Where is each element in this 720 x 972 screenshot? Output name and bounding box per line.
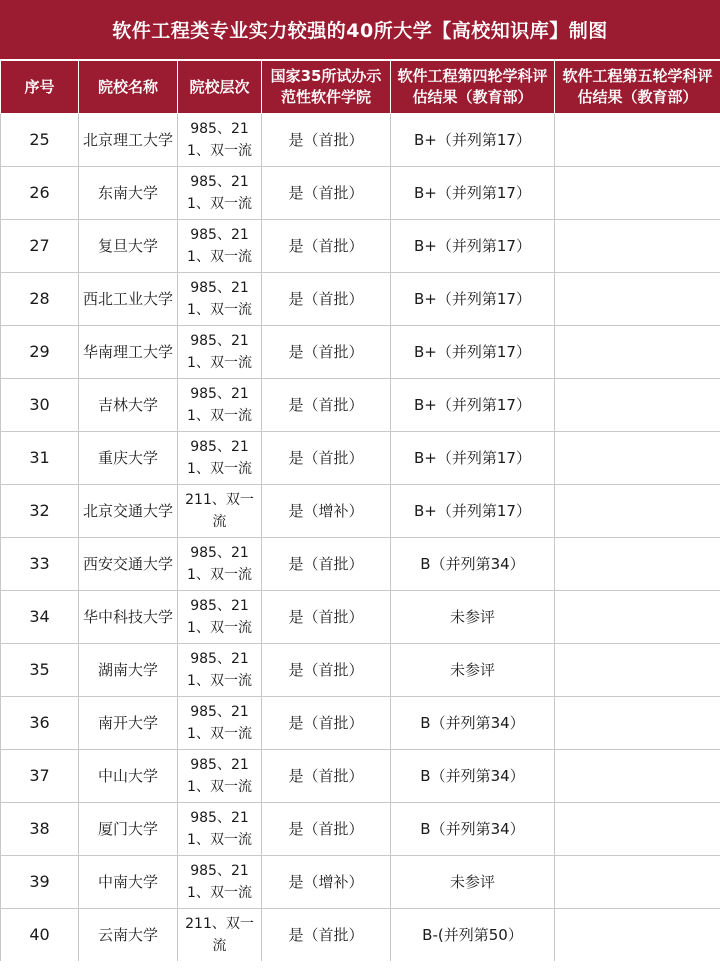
cell-fifth-round-evaluation <box>555 644 720 697</box>
table-row <box>1 909 720 962</box>
cell-fifth-round-evaluation <box>555 432 720 485</box>
cell-school-name: 西北工业大学 <box>79 273 178 326</box>
header-fifth-round-evaluation: 软件工程第五轮学科评估结果（教育部） <box>555 61 720 114</box>
cell-school-name: 西安交通大学 <box>79 538 178 591</box>
cell-school-level: 985、211、双一流 <box>178 803 262 856</box>
table-row <box>1 803 720 856</box>
table-row <box>1 856 720 909</box>
cell-serial-number: 26 <box>1 167 79 220</box>
cell-serial-number: 35 <box>1 644 79 697</box>
cell-demo-software-school: 是（首批） <box>262 273 391 326</box>
cell-demo-software-school: 是（首批） <box>262 379 391 432</box>
cell-school-level: 985、211、双一流 <box>178 220 262 273</box>
cell-serial-number: 32 <box>1 485 79 538</box>
table-row <box>1 273 720 326</box>
cell-serial-number: 31 <box>1 432 79 485</box>
cell-school-level: 985、211、双一流 <box>178 432 262 485</box>
cell-school-name: 中南大学 <box>79 856 178 909</box>
header-demo-software-school: 国家35所试办示范性软件学院 <box>262 61 391 114</box>
cell-demo-software-school: 是（首批） <box>262 591 391 644</box>
cell-serial-number: 29 <box>1 326 79 379</box>
cell-fourth-round-evaluation: 未参评 <box>391 856 555 909</box>
table-row <box>1 326 720 379</box>
table-row <box>1 750 720 803</box>
cell-fourth-round-evaluation: B+（并列第17） <box>391 326 555 379</box>
cell-school-name: 北京交通大学 <box>79 485 178 538</box>
cell-demo-software-school: 是（首批） <box>262 432 391 485</box>
cell-serial-number: 38 <box>1 803 79 856</box>
cell-fourth-round-evaluation: B（并列第34） <box>391 750 555 803</box>
cell-fourth-round-evaluation: B+（并列第17） <box>391 167 555 220</box>
cell-serial-number: 34 <box>1 591 79 644</box>
cell-serial-number: 39 <box>1 856 79 909</box>
cell-fifth-round-evaluation <box>555 114 720 167</box>
cell-demo-software-school: 是（首批） <box>262 750 391 803</box>
cell-fifth-round-evaluation <box>555 326 720 379</box>
cell-demo-software-school: 是（首批） <box>262 697 391 750</box>
cell-fourth-round-evaluation: 未参评 <box>391 644 555 697</box>
cell-demo-software-school: 是（首批） <box>262 167 391 220</box>
cell-school-name: 东南大学 <box>79 167 178 220</box>
cell-school-name: 厦门大学 <box>79 803 178 856</box>
cell-demo-software-school: 是（首批） <box>262 326 391 379</box>
cell-school-level: 985、211、双一流 <box>178 538 262 591</box>
cell-school-name: 云南大学 <box>79 909 178 962</box>
cell-fifth-round-evaluation <box>555 485 720 538</box>
cell-fifth-round-evaluation <box>555 697 720 750</box>
cell-demo-software-school: 是（首批） <box>262 644 391 697</box>
cell-fifth-round-evaluation <box>555 803 720 856</box>
cell-school-level: 211、双一流 <box>178 485 262 538</box>
table-row <box>1 538 720 591</box>
cell-school-level: 985、211、双一流 <box>178 697 262 750</box>
cell-serial-number: 40 <box>1 909 79 962</box>
cell-serial-number: 36 <box>1 697 79 750</box>
cell-demo-software-school: 是（首批） <box>262 909 391 962</box>
table-row <box>1 485 720 538</box>
table-row <box>1 432 720 485</box>
cell-fourth-round-evaluation: 未参评 <box>391 591 555 644</box>
cell-school-name: 吉林大学 <box>79 379 178 432</box>
table-header <box>1 61 720 114</box>
cell-fifth-round-evaluation <box>555 909 720 962</box>
cell-demo-software-school: 是（首批） <box>262 220 391 273</box>
cell-serial-number: 30 <box>1 379 79 432</box>
cell-school-level: 985、211、双一流 <box>178 114 262 167</box>
header-serial-number: 序号 <box>1 61 79 114</box>
table-row <box>1 591 720 644</box>
table-title: 软件工程类专业实力较强的40所大学【高校知识库】制图 <box>0 0 720 60</box>
cell-school-name: 北京理工大学 <box>79 114 178 167</box>
header-row <box>1 61 720 114</box>
cell-demo-software-school: 是（首批） <box>262 538 391 591</box>
cell-serial-number: 37 <box>1 750 79 803</box>
cell-school-level: 985、211、双一流 <box>178 644 262 697</box>
cell-school-level: 211、双一流 <box>178 909 262 962</box>
header-school-name: 院校名称 <box>79 61 178 114</box>
cell-serial-number: 25 <box>1 114 79 167</box>
cell-fourth-round-evaluation: B+（并列第17） <box>391 379 555 432</box>
cell-school-level: 985、211、双一流 <box>178 326 262 379</box>
cell-fourth-round-evaluation: B-(并列第50） <box>391 909 555 962</box>
header-school-level: 院校层次 <box>178 61 262 114</box>
table-row <box>1 220 720 273</box>
cell-school-level: 985、211、双一流 <box>178 379 262 432</box>
cell-fifth-round-evaluation <box>555 591 720 644</box>
cell-serial-number: 27 <box>1 220 79 273</box>
cell-serial-number: 28 <box>1 273 79 326</box>
cell-fourth-round-evaluation: B（并列第34） <box>391 697 555 750</box>
cell-school-name: 湖南大学 <box>79 644 178 697</box>
cell-fifth-round-evaluation <box>555 750 720 803</box>
cell-fourth-round-evaluation: B+（并列第17） <box>391 220 555 273</box>
cell-demo-software-school: 是（增补） <box>262 856 391 909</box>
cell-fourth-round-evaluation: B+（并列第17） <box>391 273 555 326</box>
cell-school-name: 复旦大学 <box>79 220 178 273</box>
cell-school-level: 985、211、双一流 <box>178 856 262 909</box>
table-row <box>1 379 720 432</box>
table-body <box>1 114 720 962</box>
cell-school-name: 华南理工大学 <box>79 326 178 379</box>
cell-fourth-round-evaluation: B+（并列第17） <box>391 485 555 538</box>
cell-fourth-round-evaluation: B（并列第34） <box>391 803 555 856</box>
table-row <box>1 167 720 220</box>
cell-fifth-round-evaluation <box>555 379 720 432</box>
cell-school-name: 南开大学 <box>79 697 178 750</box>
cell-fifth-round-evaluation <box>555 538 720 591</box>
cell-fourth-round-evaluation: B+（并列第17） <box>391 432 555 485</box>
cell-fifth-round-evaluation <box>555 167 720 220</box>
cell-school-name: 中山大学 <box>79 750 178 803</box>
table-row <box>1 697 720 750</box>
header-fourth-round-evaluation: 软件工程第四轮学科评估结果（教育部） <box>391 61 555 114</box>
cell-demo-software-school: 是（首批） <box>262 803 391 856</box>
cell-fifth-round-evaluation <box>555 273 720 326</box>
cell-fifth-round-evaluation <box>555 220 720 273</box>
cell-fourth-round-evaluation: B+（并列第17） <box>391 114 555 167</box>
cell-demo-software-school: 是（增补） <box>262 485 391 538</box>
cell-school-name: 重庆大学 <box>79 432 178 485</box>
cell-school-level: 985、211、双一流 <box>178 273 262 326</box>
universities-table <box>0 60 720 962</box>
table-row <box>1 114 720 167</box>
table-row <box>1 644 720 697</box>
cell-school-level: 985、211、双一流 <box>178 750 262 803</box>
cell-fifth-round-evaluation <box>555 856 720 909</box>
cell-school-level: 985、211、双一流 <box>178 167 262 220</box>
cell-school-name: 华中科技大学 <box>79 591 178 644</box>
cell-school-level: 985、211、双一流 <box>178 591 262 644</box>
cell-fourth-round-evaluation: B（并列第34） <box>391 538 555 591</box>
cell-demo-software-school: 是（首批） <box>262 114 391 167</box>
cell-serial-number: 33 <box>1 538 79 591</box>
